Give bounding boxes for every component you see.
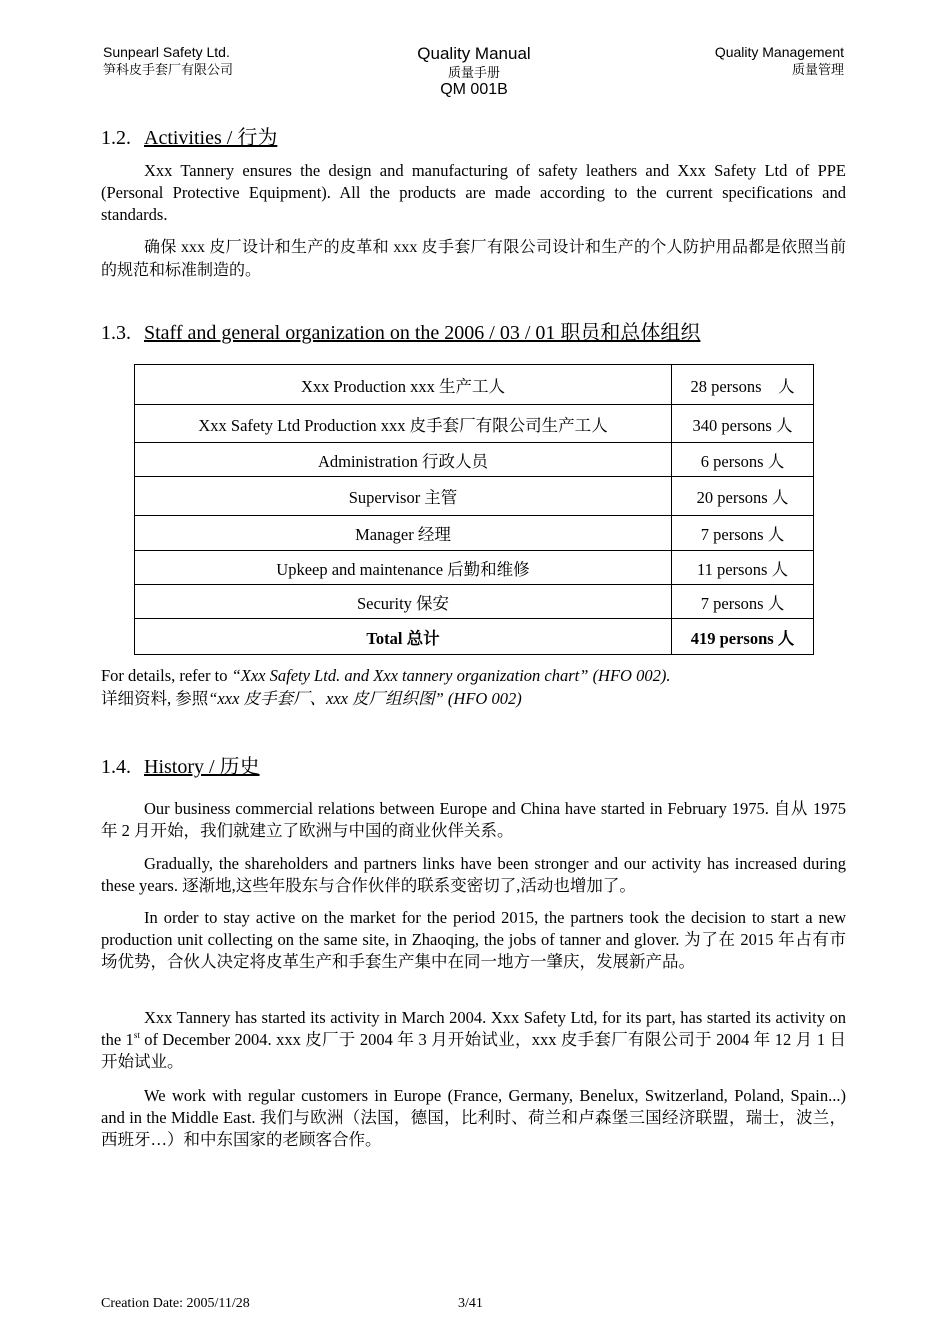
heading-number: 1.2.	[101, 127, 131, 149]
staff-count: 11 persons 人	[672, 551, 814, 585]
document-code: QM 001B	[440, 81, 508, 98]
history-paragraph-2: Gradually, the shareholders and partners links have been stronger and our activity has increased during these years. 逐渐地,这些年股东与合作伙伴的联系变密切了,活动也增加了。	[101, 854, 846, 895]
document-title-cn: 质量手册	[447, 65, 500, 80]
staff-role: Manager 经理	[135, 516, 672, 551]
reference-cn	[101, 687, 670, 710]
table-row	[135, 405, 814, 443]
staff-count: 6 persons 人	[672, 443, 814, 477]
reference-en-prefix: For details, refer to	[101, 666, 232, 685]
total-label: Total 总计	[135, 619, 672, 655]
company-name-cn: 笋科皮手套厂有限公司	[103, 62, 234, 77]
history-paragraph-4-part-a: Xxx Tannery has started its activity in March 2004. Xxx Safety Ltd, for its part, has started its activity on the 1	[101, 1008, 846, 1049]
page-number: 3/41	[458, 1296, 483, 1311]
heading-title: History / 历史	[144, 756, 260, 778]
staff-count: 28 persons 人	[672, 365, 814, 405]
table-row	[135, 516, 814, 551]
reference-en	[101, 664, 670, 687]
table-row	[135, 365, 814, 405]
staff-role: Xxx Safety Ltd Production xxx 皮手套厂有限公司生产工人	[135, 405, 672, 443]
staff-count: 7 persons 人	[672, 585, 814, 619]
heading-number: 1.3.	[101, 322, 131, 344]
creation-date: Creation Date: 2005/11/28	[101, 1296, 250, 1311]
staff-table	[134, 364, 814, 655]
header-document	[374, 44, 574, 99]
heading-title: Activities / 行为	[144, 127, 278, 149]
history-paragraph-3: In order to stay active on the market for the period 2015, the partners took the decision to start a new production unit collecting on the same site, in Zhaoqing, the jobs of tanner and glover. 为了在 2015 年占有市场优势，合伙人决定将皮革生产和手套生产集中在同一地方一肇庆，发展新产品。	[101, 908, 846, 971]
ordinal-suffix: st	[133, 1030, 140, 1040]
staff-role: Xxx Production xxx 生产工人	[135, 365, 672, 405]
heading-title: Staff and general organization on the 2006 / 03 / 01 职员和总体组织	[144, 322, 701, 344]
heading-history	[101, 755, 846, 779]
staff-role: Administration 行政人员	[135, 443, 672, 477]
history-paragraph-4-part-b: of December 2004. xxx 皮厂于 2004 年 3 月开始试业，xxx 皮手套厂有限公司于 2004 年 12 月 1 日开始试业。	[101, 1030, 846, 1071]
history-paragraph-4	[101, 1007, 846, 1073]
table-row-total	[135, 619, 814, 655]
heading-staff	[101, 321, 846, 345]
heading-activities	[101, 126, 846, 150]
organization-chart-reference	[101, 664, 670, 710]
header-section	[715, 44, 844, 78]
company-name-en: Sunpearl Safety Ltd.	[103, 44, 230, 60]
activities-paragraph-en: Xxx Tannery ensures the design and manufacturing of safety leathers and Xxx Safety Ltd of PPE (Personal Protective Equipment). All the products are made according to the current specifications and standards.	[101, 161, 846, 224]
activities-paragraph-cn: 确保 xxx 皮厂设计和生产的皮革和 xxx 皮手套厂有限公司设计和生产的个人防护用品都是依照当前的规范和标准制造的。	[101, 239, 846, 279]
table-row	[135, 443, 814, 477]
staff-role: Upkeep and maintenance 后勤和维修	[135, 551, 672, 585]
history-paragraph-5: We work with regular customers in Europe (France, Germany, Benelux, Switzerland, Poland, Spain...) and in the Middle East. 我们与欧洲（法国，德国，比利时、荷兰和卢森堡三国经济联盟，瑞士，波兰，西班牙…）和中东国家的老顾客合作。	[101, 1086, 846, 1149]
staff-count: 7 persons 人	[672, 516, 814, 551]
staff-role: Supervisor 主管	[135, 477, 672, 516]
reference-cn-title: “xxx 皮手套厂、xxx 皮厂组织图” (HFO 002)	[208, 689, 522, 708]
table-row	[135, 477, 814, 516]
document-title-en: Quality Manual	[417, 44, 531, 63]
staff-role: Security 保安	[135, 585, 672, 619]
staff-count: 20 persons 人	[672, 477, 814, 516]
heading-number: 1.4.	[101, 756, 131, 778]
reference-en-title: “Xxx Safety Ltd. and Xxx tannery organization chart” (HFO 002).	[231, 666, 671, 685]
history-paragraph-1: Our business commercial relations between Europe and China have started in February 1975. 自从 1975 年 2 月开始，我们就建立了欧洲与中国的商业伙伴关系。	[101, 799, 846, 840]
section-name-en: Quality Management	[714, 44, 844, 60]
header-company	[103, 44, 233, 78]
staff-count: 340 persons 人	[672, 405, 814, 443]
table-row	[135, 585, 814, 619]
section-name-cn: 质量管理	[791, 62, 844, 77]
total-count: 419 persons 人	[672, 619, 814, 655]
table-row	[135, 551, 814, 585]
reference-cn-prefix: 详细资料, 参照	[101, 689, 209, 708]
